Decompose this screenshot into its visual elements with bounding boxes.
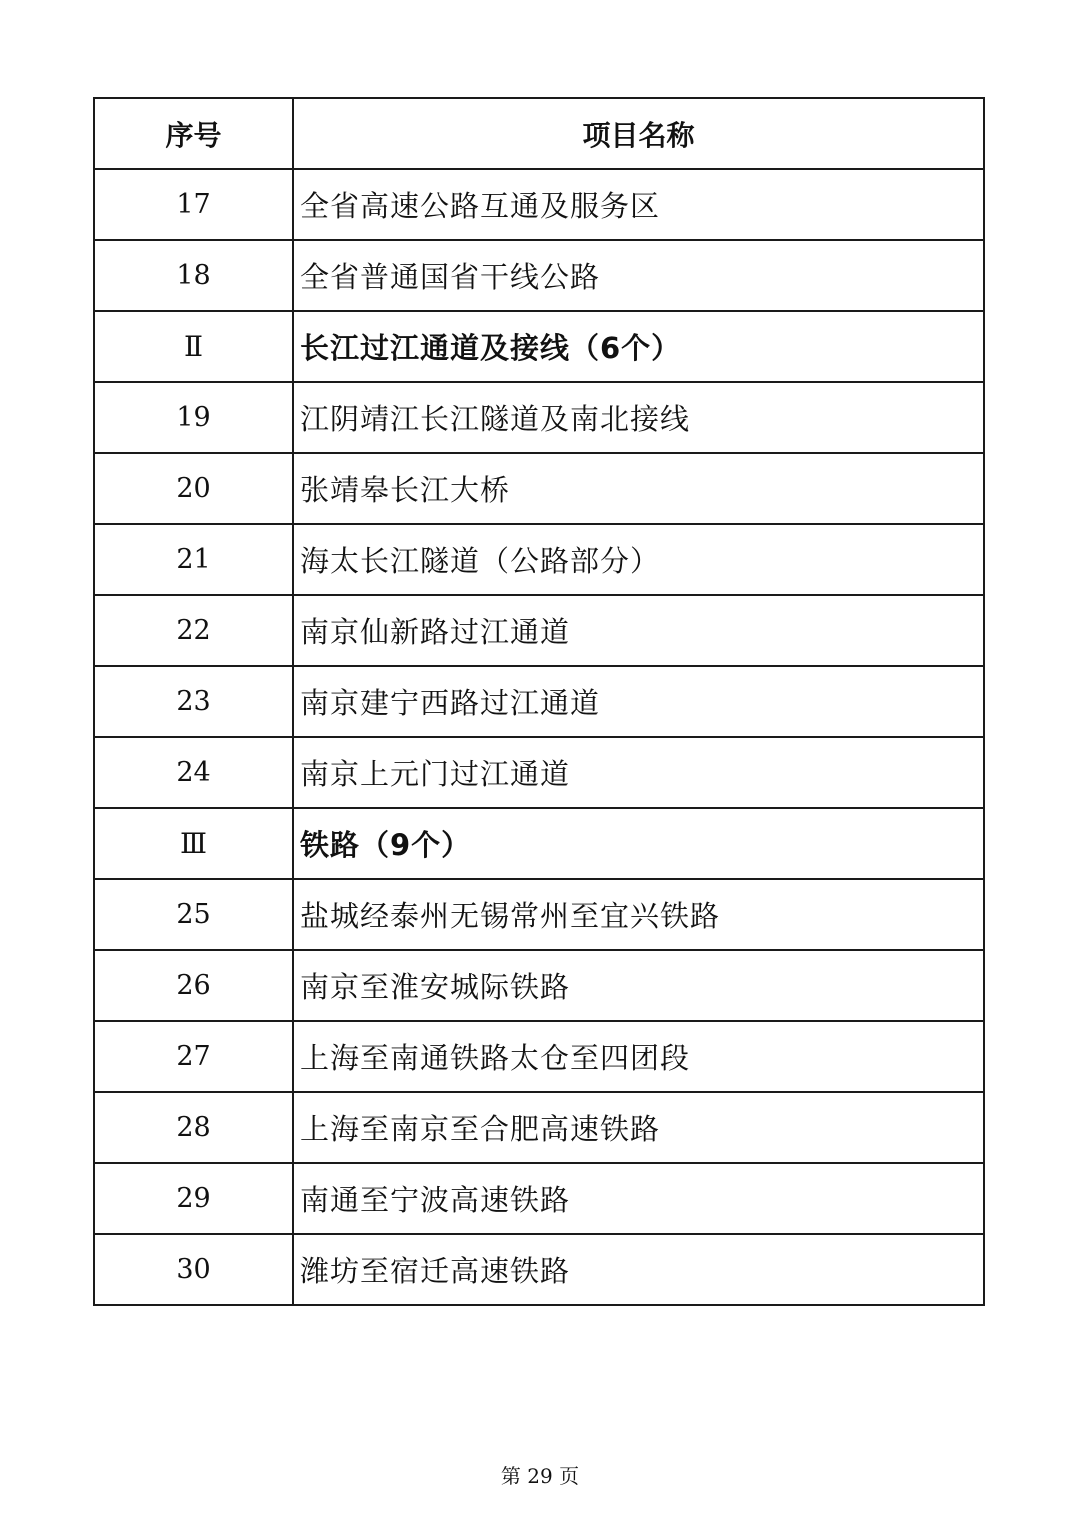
table-row — [94, 595, 984, 666]
row-index: 27 — [94, 1021, 293, 1092]
row-index: 23 — [94, 666, 293, 737]
row-index: 24 — [94, 737, 293, 808]
row-project-name: 南京建宁西路过江通道 — [293, 666, 984, 737]
table-header-row — [94, 98, 984, 169]
header-name: 项目名称 — [293, 98, 984, 169]
page-number: 第 29 页 — [500, 1464, 580, 1488]
row-project-name: 全省高速公路互通及服务区 — [293, 169, 984, 240]
table-body — [94, 169, 984, 1305]
row-index: 18 — [94, 240, 293, 311]
table-row — [94, 1234, 984, 1305]
table-row — [94, 737, 984, 808]
row-index: Ⅲ — [94, 808, 293, 879]
table-row — [94, 1163, 984, 1234]
project-table-container — [93, 97, 983, 1306]
table-row — [94, 666, 984, 737]
table-row — [94, 524, 984, 595]
row-project-name: 张靖皋长江大桥 — [293, 453, 984, 524]
table-row — [94, 453, 984, 524]
table-row — [94, 1021, 984, 1092]
section-row — [94, 311, 984, 382]
row-index: 25 — [94, 879, 293, 950]
row-index: 17 — [94, 169, 293, 240]
row-index: 30 — [94, 1234, 293, 1305]
section-row — [94, 808, 984, 879]
row-index: 21 — [94, 524, 293, 595]
table-row — [94, 950, 984, 1021]
table-row — [94, 1092, 984, 1163]
row-project-name: 盐城经泰州无锡常州至宜兴铁路 — [293, 879, 984, 950]
row-project-name: 全省普通国省干线公路 — [293, 240, 984, 311]
header-index: 序号 — [94, 98, 293, 169]
row-project-name: 南通至宁波高速铁路 — [293, 1163, 984, 1234]
table-row — [94, 169, 984, 240]
row-project-name: 铁路（9个） — [293, 808, 984, 879]
project-table — [93, 97, 985, 1306]
row-index: 28 — [94, 1092, 293, 1163]
row-index: 19 — [94, 382, 293, 453]
row-project-name: 海太长江隧道（公路部分） — [293, 524, 984, 595]
row-index: Ⅱ — [94, 311, 293, 382]
row-index: 22 — [94, 595, 293, 666]
table-row — [94, 240, 984, 311]
row-project-name: 上海至南通铁路太仓至四团段 — [293, 1021, 984, 1092]
table-row — [94, 382, 984, 453]
row-index: 29 — [94, 1163, 293, 1234]
table-row — [94, 879, 984, 950]
row-index: 20 — [94, 453, 293, 524]
row-project-name: 南京至淮安城际铁路 — [293, 950, 984, 1021]
row-project-name: 南京上元门过江通道 — [293, 737, 984, 808]
row-project-name: 江阴靖江长江隧道及南北接线 — [293, 382, 984, 453]
row-project-name: 上海至南京至合肥高速铁路 — [293, 1092, 984, 1163]
row-project-name: 长江过江通道及接线（6个） — [293, 311, 984, 382]
row-project-name: 潍坊至宿迁高速铁路 — [293, 1234, 984, 1305]
row-project-name: 南京仙新路过江通道 — [293, 595, 984, 666]
row-index: 26 — [94, 950, 293, 1021]
